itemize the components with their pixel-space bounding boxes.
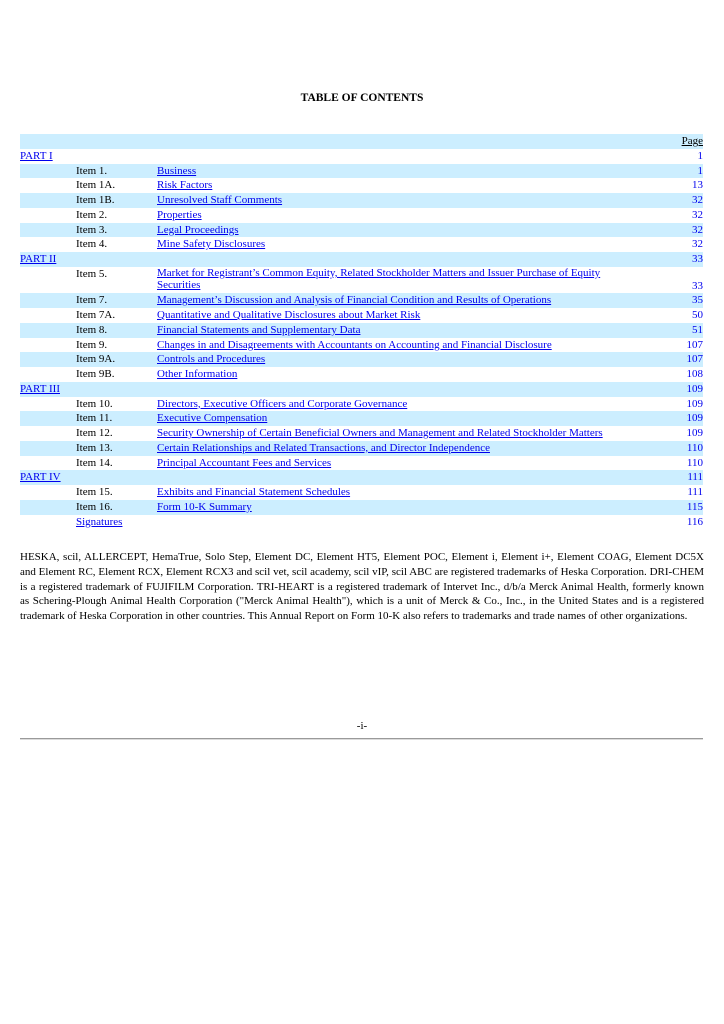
toc-item-number: Item 1.	[76, 164, 157, 179]
toc-page-number: 32	[692, 208, 703, 221]
toc-item-number: Item 7.	[76, 293, 157, 308]
toc-item-number: Item 15.	[76, 486, 113, 498]
toc-page-number: 51	[645, 323, 703, 338]
toc-page-number: 32	[692, 238, 703, 251]
toc-item-link[interactable]: Unresolved Staff Comments	[157, 194, 283, 206]
toc-item-number: Item 5.	[76, 267, 108, 280]
toc-item-row	[20, 411, 703, 426]
toc-item-row	[20, 500, 703, 515]
toc-page-number: 35	[645, 293, 703, 308]
toc-item-link[interactable]: Form 10-K Summary	[157, 500, 252, 513]
toc-item-row	[20, 267, 703, 294]
toc-item-row	[20, 456, 703, 471]
toc-item-number: Item 2.	[76, 208, 108, 221]
toc-item-number: Item 9B.	[76, 368, 115, 380]
page-title: TABLE OF CONTENTS	[300, 92, 424, 104]
toc-page-number: 1	[697, 149, 703, 162]
toc-item-row	[20, 485, 703, 500]
toc-item-number: Item 7A.	[76, 309, 116, 321]
toc-item-link[interactable]: Quantitative and Qualitative Disclosures about Market Risk	[157, 309, 421, 321]
part-iv-link[interactable]: PART IV	[20, 471, 61, 484]
toc-page-number: 111	[687, 486, 703, 498]
toc-item-row	[20, 397, 703, 412]
toc-page-number: 109	[645, 382, 703, 397]
toc-item-row	[20, 441, 703, 456]
toc-item-number: Item 11.	[76, 411, 157, 426]
toc-item-row	[20, 426, 703, 441]
toc-item-row	[20, 164, 703, 179]
toc-item-number: Item 16.	[76, 500, 157, 515]
toc-item-link[interactable]: Certain Relationships and Related Transactions, and Director Independence	[157, 441, 490, 454]
toc-part-row	[20, 252, 703, 267]
toc-item-row	[20, 293, 703, 308]
toc-item-row	[20, 367, 703, 382]
toc-item-link[interactable]: Financial Statements and Supplementary Data	[157, 323, 361, 336]
signatures-link[interactable]: Signatures	[76, 515, 123, 528]
toc-item-link[interactable]: Directors, Executive Officers and Corporate Governance	[157, 397, 408, 410]
toc-item-row	[20, 193, 703, 208]
toc-part-row	[20, 470, 703, 485]
page-divider	[20, 738, 703, 740]
toc-item-row	[20, 515, 703, 530]
toc-item-link[interactable]: Security Ownership of Certain Beneficial Owners and Management and Related Stockholder Matters	[157, 427, 603, 439]
toc-item-link[interactable]: Legal Proceedings	[157, 223, 239, 236]
toc-item-row	[20, 308, 703, 323]
toc-page-number: 109	[686, 427, 703, 439]
toc-item-row	[20, 178, 703, 193]
toc-item-row	[20, 223, 703, 238]
toc-item-number: Item 3.	[76, 223, 157, 238]
toc-page-number: 50	[692, 309, 703, 321]
toc-item-link[interactable]: Mine Safety Disclosures	[157, 238, 266, 251]
toc-page-number: 33	[645, 252, 703, 267]
toc-item-row	[20, 237, 703, 252]
toc-page-number: 1	[645, 164, 703, 179]
toc-page-number: 110	[686, 456, 703, 469]
toc-item-number: Item 14.	[76, 456, 113, 469]
toc-part-row	[20, 149, 703, 164]
toc-item-number: Item 1A.	[76, 179, 116, 192]
toc-item-link[interactable]: Management’s Discussion and Analysis of Financial Condition and Results of Operations	[157, 294, 552, 307]
toc-page-number: 108	[686, 368, 703, 380]
toc-item-link[interactable]: Other Information	[157, 368, 238, 380]
toc-item-link[interactable]: Risk Factors	[157, 179, 213, 192]
toc-page-number: 111	[645, 470, 703, 485]
toc-item-number: Item 9A.	[76, 352, 157, 367]
toc-item-number: Item 9.	[76, 338, 108, 351]
page-column-header[interactable]: Page	[681, 135, 703, 147]
toc-page-number: 115	[645, 500, 703, 515]
toc-item-link[interactable]: Executive Compensation	[157, 412, 268, 425]
toc-page-number: 32	[645, 223, 703, 238]
toc-item-number: Item 1B.	[76, 193, 157, 208]
toc-item-number: Item 4.	[76, 238, 108, 251]
toc-item-row	[20, 338, 703, 353]
toc-page-number: 109	[645, 411, 703, 426]
toc-item-link[interactable]: Changes in and Disagreements with Accountants on Accounting and Financial Disclosure	[157, 338, 552, 351]
toc-page-number: 110	[645, 441, 703, 456]
page-number-footer: -i-	[356, 720, 368, 732]
toc-page-number: 13	[692, 179, 703, 192]
toc-page-number: 109	[686, 397, 703, 410]
table-of-contents	[20, 134, 703, 529]
toc-page-number: 107	[686, 338, 703, 351]
toc-item-link[interactable]: Market for Registrant’s Common Equity, Related Stockholder Matters and Issuer Purchase of Equity Securities	[157, 266, 601, 291]
toc-page-number: 116	[686, 515, 703, 528]
toc-item-link[interactable]: Controls and Procedures	[157, 353, 266, 366]
toc-item-link[interactable]: Business	[157, 164, 197, 177]
part-iii-link[interactable]: PART III	[20, 382, 60, 395]
toc-item-link[interactable]: Exhibits and Financial Statement Schedules	[157, 486, 351, 498]
toc-page-number: 107	[645, 352, 703, 367]
toc-item-number: Item 10.	[76, 397, 113, 410]
trademark-notice: HESKA, scil, ALLERCEPT, HemaTrue, Solo Step, Element DC, Element HT5, Element POC, Element i, Element i+, Element COAG, Element DC5X and Element RC, Element RCX, Element RCX3 and scil vet, scil academy, scil vIP, scil ABC are registered trademarks of Heska Corporation. DRI-CHEM is a registered trademark of FUJIFILM Corporation. TRI-HEART is a registered trademark of Intervet Inc., d/b/a Merck Animal Health, formerly known as Schering-Plough Animal Health Corporation ("Merck Animal Health"), which is a unit of Merck & Co., Inc., in the United States and is a registered trademark of Heska Corporation in other countries. This Annual Report on Form 10-K also refers to trademarks and trade names of other organizations.	[20, 551, 704, 622]
toc-item-number: Item 12.	[76, 427, 113, 439]
toc-item-row	[20, 323, 703, 338]
toc-header-row	[20, 134, 703, 149]
toc-item-number: Item 13.	[76, 441, 157, 456]
toc-item-link[interactable]: Properties	[157, 208, 202, 221]
toc-item-row	[20, 208, 703, 223]
toc-item-row	[20, 352, 703, 367]
toc-page-number: 32	[645, 193, 703, 208]
part-ii-link[interactable]: PART II	[20, 253, 57, 265]
toc-item-link[interactable]: Principal Accountant Fees and Services	[157, 456, 332, 469]
toc-item-number: Item 8.	[76, 323, 157, 338]
toc-part-row	[20, 382, 703, 397]
part-i-link[interactable]: PART I	[20, 149, 53, 162]
toc-page-number: 33	[692, 280, 703, 293]
